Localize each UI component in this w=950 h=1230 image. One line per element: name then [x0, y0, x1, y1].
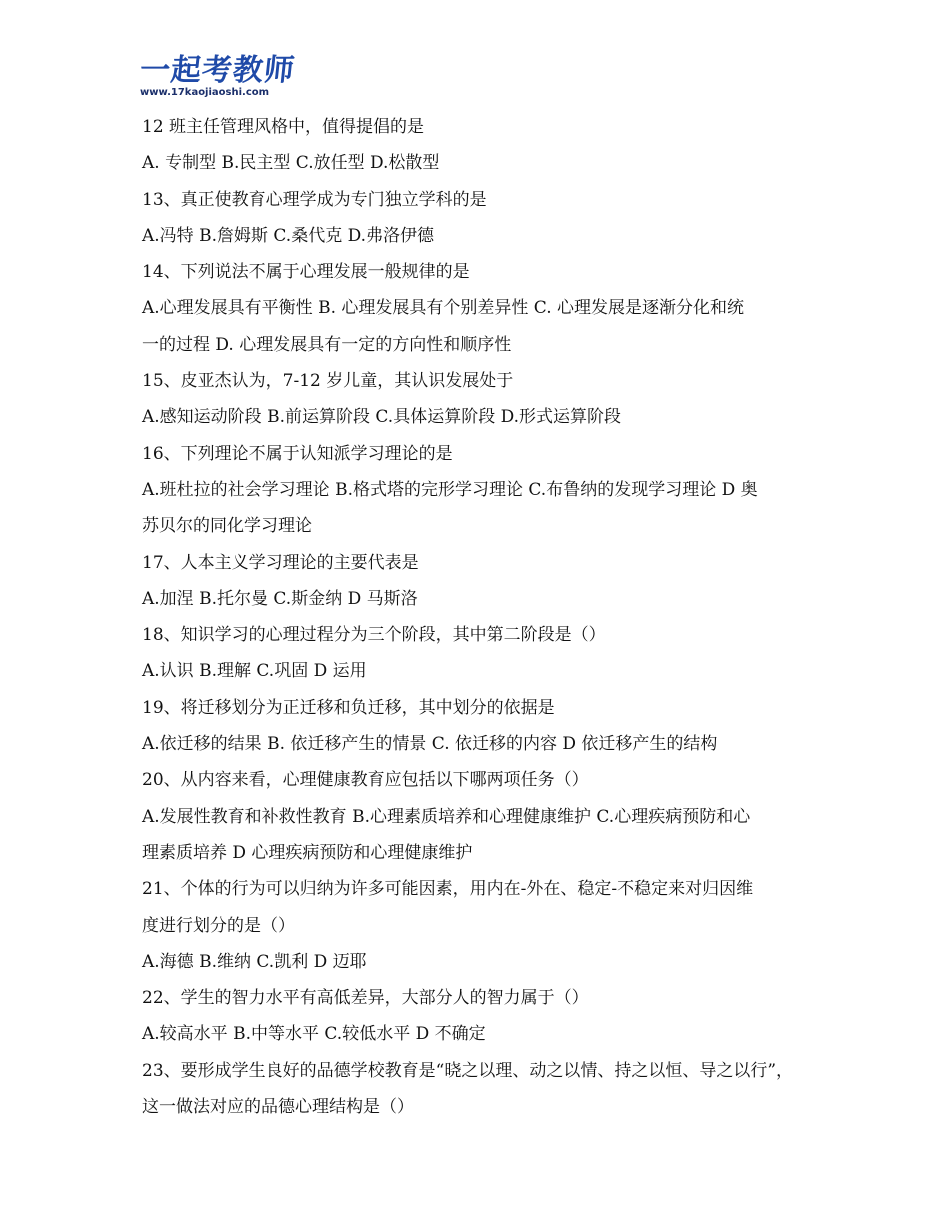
question-23-stem: 23、要形成学生良好的品德学校教育是“晓之以理、动之以情、持之以恒、导之以行”，: [142, 1060, 794, 1081]
question-22-stem: 22、学生的智力水平有高低差异，大部分人的智力属于（）: [142, 988, 589, 1009]
question-17-stem: 17、人本主义学习理论的主要代表是: [142, 552, 419, 573]
question-13-options: A.冯特 B.詹姆斯 C.桑代克 D.弗洛伊德: [142, 225, 435, 246]
question-15-options: A.感知运动阶段 B.前运算阶段 C.具体运算阶段 D.形式运算阶段: [142, 407, 622, 428]
question-20-options-cont: 理素质培养 D 心理疾病预防和心理健康维护: [142, 842, 473, 863]
question-12-stem: 12 班主任管理风格中，值得提倡的是: [142, 117, 425, 137]
question-12-options: A. 专制型 B.民主型 C.放任型 D.松散型: [142, 153, 440, 174]
question-16-options: A.班杜拉的社会学习理论 B.格式塔的完形学习理论 C.布鲁纳的发现学习理论 D 奥: [142, 479, 758, 500]
question-23-stem-cont: 这一做法对应的品德心理结构是（）: [142, 1097, 414, 1118]
question-18-options: A.认识 B.理解 C.巩固 D 运用: [142, 661, 367, 682]
question-16-stem: 16、下列理论不属于认知派学习理论的是: [142, 443, 453, 464]
question-17-options: A.加涅 B.托尔曼 C.斯金纳 D 马斯洛: [142, 588, 418, 609]
question-19-stem: 19、将迁移划分为正迁移和负迁移，其中划分的依据是: [142, 697, 555, 718]
site-logo: [140, 55, 310, 99]
question-20-options: A.发展性教育和补救性教育 B.心理素质培养和心理健康维护 C.心理疾病预防和心: [142, 806, 751, 827]
question-list: [142, 109, 812, 1125]
question-21-stem: 21、个体的行为可以归纳为许多可能因素，用内在-外在、稳定-不稳定来对归因维: [142, 879, 754, 900]
question-13-stem: 13、真正使教育心理学成为专门独立学科的是: [142, 189, 487, 210]
question-20-stem: 20、从内容来看，心理健康教育应包括以下哪两项任务（）: [142, 770, 589, 791]
question-19-options: A.依迁移的结果 B. 依迁移产生的情景 C. 依迁移的内容 D 依迁移产生的结构: [142, 734, 718, 755]
question-21-stem-cont: 度进行划分的是（）: [142, 915, 295, 936]
question-14-options-cont: 一的过程 D. 心理发展具有一定的方向性和顺序性: [142, 334, 512, 355]
question-16-options-cont: 苏贝尔的同化学习理论: [142, 516, 312, 537]
question-22-options: A.较高水平 B.中等水平 C.较低水平 D 不确定: [142, 1024, 486, 1045]
question-14-stem: 14、下列说法不属于心理发展一般规律的是: [142, 262, 470, 283]
logo-url: www.17kaojiaoshi.com: [140, 87, 270, 98]
question-14-options: A.心理发展具有平衡性 B. 心理发展具有个别差异性 C. 心理发展是逐渐分化和统: [142, 298, 744, 319]
question-21-options: A.海德 B.维纳 C.凯利 D 迈耶: [142, 951, 367, 972]
question-15-stem: 15、皮亚杰认为，7-12 岁儿童，其认识发展处于: [142, 371, 514, 392]
question-18-stem: 18、知识学习的心理过程分为三个阶段，其中第二阶段是（）: [142, 625, 606, 646]
logo-title: 一起考教师: [138, 53, 297, 88]
